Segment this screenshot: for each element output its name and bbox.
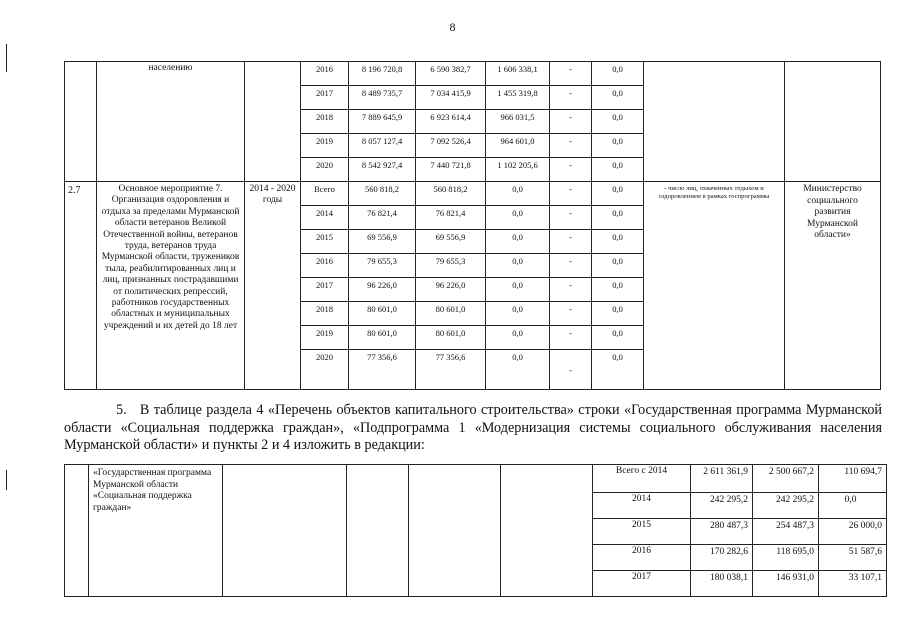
table-row: [65, 182, 881, 206]
value-cell: 0,0: [592, 134, 644, 158]
paragraph-number: 5.: [116, 402, 127, 418]
period-cell: [245, 62, 301, 182]
year-cell: 2017: [301, 278, 349, 302]
year-cell: 2015: [593, 519, 691, 545]
value-cell: 964 601,0: [486, 134, 550, 158]
value-cell: -: [550, 110, 592, 134]
indicator-cell: [644, 62, 785, 182]
capital-construction-table: [64, 464, 887, 597]
year-cell: 2015: [301, 230, 349, 254]
value-cell: 0,0: [592, 350, 644, 390]
year-cell: 2019: [301, 326, 349, 350]
value-cell: -: [550, 86, 592, 110]
amount-cell: 51 587,6: [819, 545, 887, 571]
year-cell: 2020: [301, 350, 349, 390]
value-cell: -: [550, 62, 592, 86]
value-cell: 0,0: [486, 182, 550, 206]
period-cell: 2014 - 2020 годы: [245, 182, 301, 390]
value-cell: 0,0: [592, 110, 644, 134]
value-cell: 0,0: [486, 302, 550, 326]
value-cell: 0,0: [486, 350, 550, 390]
executor-cell: [785, 62, 881, 182]
value-cell: 560 818,2: [416, 182, 486, 206]
total-cell: 8 542 927,4: [349, 158, 416, 182]
value-cell: -: [550, 206, 592, 230]
empty-cell: [409, 465, 501, 597]
value-cell: -: [550, 350, 592, 390]
amount-cell: 2 500 667,2: [753, 465, 819, 493]
value-cell: 0,0: [486, 254, 550, 278]
total-cell: 8 057 127,4: [349, 134, 416, 158]
value-cell: 6 590 382,7: [416, 62, 486, 86]
total-cell: 80 601,0: [349, 302, 416, 326]
value-cell: 69 556,9: [416, 230, 486, 254]
total-cell: 79 655,3: [349, 254, 416, 278]
year-cell: 2016: [301, 254, 349, 278]
program-name: «Государственная программа Мурманской области «Социальная поддержка граждан»: [89, 465, 223, 597]
empty-cell: [347, 465, 409, 597]
value-cell: 7 092 526,4: [416, 134, 486, 158]
year-cell: 2018: [301, 110, 349, 134]
total-cell: 76 821,4: [349, 206, 416, 230]
value-cell: -: [550, 182, 592, 206]
value-cell: 7 440 721,8: [416, 158, 486, 182]
paragraph-text: В таблице раздела 4 «Перечень объектов капитального строительства» строки «Государственная программа Мурманской области «Социальная поддержка граждан», «Подпрограмма 1 «Модернизация системы социального обслуживания населения Мурманской области» и пункты 2 и 4 изложить в редакции:: [64, 402, 883, 453]
value-cell: 1 606 338,1: [486, 62, 550, 86]
executor-cell: Министерство социального развития Мурманской области»: [785, 182, 881, 390]
year-cell: 2016: [301, 62, 349, 86]
activity-label: населению: [97, 62, 245, 182]
year-cell: 2019: [301, 134, 349, 158]
amount-cell: 146 931,0: [753, 571, 819, 597]
year-cell: 2018: [301, 302, 349, 326]
year-cell: 2020: [301, 158, 349, 182]
empty-cell: [501, 465, 593, 597]
index-cell: [65, 62, 97, 182]
total-cell: 7 889 645,9: [349, 110, 416, 134]
activities-table: [64, 61, 881, 390]
value-cell: 96 226,0: [416, 278, 486, 302]
value-cell: -: [550, 158, 592, 182]
value-cell: 0,0: [592, 254, 644, 278]
value-cell: 6 923 614,4: [416, 110, 486, 134]
year-cell: 2014: [593, 493, 691, 519]
value-cell: -: [550, 302, 592, 326]
value-cell: 1 102 205,6: [486, 158, 550, 182]
value-cell: -: [550, 278, 592, 302]
scan-edge-mark: [6, 470, 7, 490]
year-cell: Всего с 2014: [593, 465, 691, 493]
value-cell: 0,0: [592, 206, 644, 230]
scan-edge-mark: [6, 44, 7, 72]
amount-cell: 0,0: [819, 493, 887, 519]
amount-cell: 180 038,1: [691, 571, 753, 597]
page-number: 8: [449, 20, 456, 34]
amount-cell: 242 295,2: [753, 493, 819, 519]
amount-cell: 170 282,6: [691, 545, 753, 571]
amount-cell: 33 107,1: [819, 571, 887, 597]
amount-cell: 110 694,7: [819, 465, 887, 493]
value-cell: -: [550, 230, 592, 254]
value-cell: 79 655,3: [416, 254, 486, 278]
value-cell: -: [550, 134, 592, 158]
value-cell: 966 031,5: [486, 110, 550, 134]
amount-cell: 242 295,2: [691, 493, 753, 519]
amount-cell: 118 695,0: [753, 545, 819, 571]
value-cell: 76 821,4: [416, 206, 486, 230]
value-cell: 0,0: [486, 326, 550, 350]
amount-cell: 280 487,3: [691, 519, 753, 545]
total-cell: 8 196 720,8: [349, 62, 416, 86]
value-cell: 80 601,0: [416, 326, 486, 350]
year-cell: 2014: [301, 206, 349, 230]
value-cell: 0,0: [592, 326, 644, 350]
index-cell: [65, 465, 89, 597]
value-cell: -: [550, 254, 592, 278]
indicator-cell: - число лиц, охваченных отдыхом и оздоровлением в рамках госпрограммы: [644, 182, 785, 390]
total-cell: 8 489 735,7: [349, 86, 416, 110]
index-cell: 2.7: [65, 182, 97, 390]
amendment-paragraph: [64, 402, 882, 455]
value-cell: 0,0: [592, 302, 644, 326]
value-cell: -: [550, 326, 592, 350]
value-cell: 1 455 319,8: [486, 86, 550, 110]
total-cell: 77 356,6: [349, 350, 416, 390]
value-cell: 0,0: [486, 206, 550, 230]
value-cell: 0,0: [486, 230, 550, 254]
value-cell: 0,0: [592, 278, 644, 302]
year-cell: 2016: [593, 545, 691, 571]
value-cell: 77 356,6: [416, 350, 486, 390]
value-cell: 0,0: [592, 230, 644, 254]
value-cell: 7 034 415,9: [416, 86, 486, 110]
table-row: [65, 62, 881, 86]
amount-cell: 254 487,3: [753, 519, 819, 545]
value-cell: 0,0: [592, 62, 644, 86]
amount-cell: 2 611 361,9: [691, 465, 753, 493]
value-cell: 0,0: [592, 86, 644, 110]
table-row: [65, 465, 887, 493]
activity-description: Основное мероприятие 7. Организация оздоровления и отдыха за пределами Мурманской области ветеранов Великой Отечественной войны, ветеранов труда, ветеранов труда Мурманской области, тружеников тыла, реабилитированных лиц и лиц, признанных пострадавшими от политических репрессий, работников государственных областных и муниципальных учреждений и их детей до 18 лет: [97, 182, 245, 390]
year-cell: 2017: [301, 86, 349, 110]
value-cell: 80 601,0: [416, 302, 486, 326]
empty-cell: [223, 465, 347, 597]
year-cell: 2017: [593, 571, 691, 597]
total-cell: 560 818,2: [349, 182, 416, 206]
value-cell: 0,0: [592, 182, 644, 206]
total-cell: 69 556,9: [349, 230, 416, 254]
year-cell: Всего: [301, 182, 349, 206]
value-cell: 0,0: [486, 278, 550, 302]
total-cell: 96 226,0: [349, 278, 416, 302]
total-cell: 80 601,0: [349, 326, 416, 350]
amount-cell: 26 000,0: [819, 519, 887, 545]
value-cell: 0,0: [592, 158, 644, 182]
